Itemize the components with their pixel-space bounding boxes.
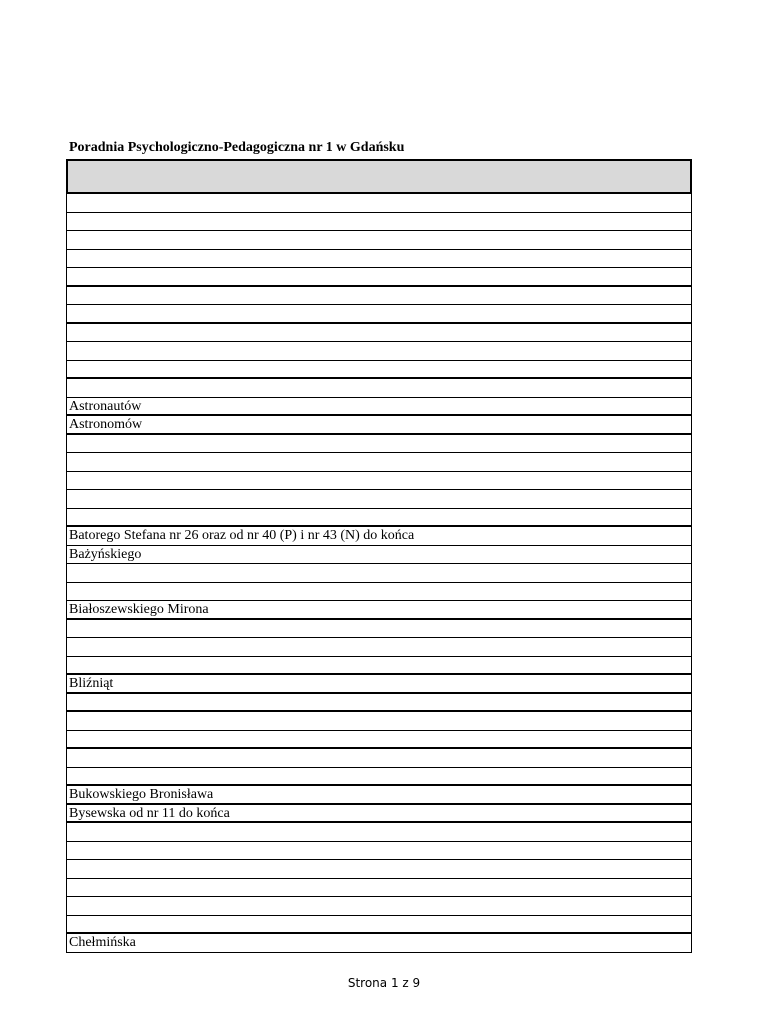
table-row [67, 250, 691, 269]
table-row [67, 324, 691, 343]
table-row [67, 657, 691, 676]
table-row [67, 435, 691, 454]
table-row [67, 287, 691, 306]
table-row: Astronautów [67, 398, 691, 417]
table-row [67, 564, 691, 583]
table-row [67, 823, 691, 842]
table-row [67, 694, 691, 713]
table-row: Astronomów [67, 416, 691, 435]
table-row [67, 842, 691, 861]
table-row [67, 731, 691, 750]
table-row [67, 361, 691, 380]
table-row [67, 768, 691, 787]
table-row [67, 749, 691, 768]
table-row [67, 583, 691, 602]
table-row: Bysewska od nr 11 do końca [67, 805, 691, 824]
table-row [67, 472, 691, 491]
table-row [67, 453, 691, 472]
table-row: Chełmińska [67, 934, 691, 953]
table-row [67, 879, 691, 898]
table-row: Białoszewskiego Mirona [67, 601, 691, 620]
table-row [67, 638, 691, 657]
table-row [67, 268, 691, 287]
table-row [67, 194, 691, 213]
table-row [67, 342, 691, 361]
table-row [67, 379, 691, 398]
table-row [67, 231, 691, 250]
table-row: Bukowskiego Bronisława [67, 786, 691, 805]
table-row [67, 916, 691, 935]
table-row: Batorego Stefana nr 26 oraz od nr 40 (P) i nr 43 (N) do końca [67, 527, 691, 546]
table-header-cell [66, 159, 692, 194]
table-row [67, 620, 691, 639]
table-row [67, 860, 691, 879]
table-body [67, 194, 691, 953]
page-number: Strona 1 z 9 [347, 976, 421, 990]
table-row: Bażyńskiego [67, 546, 691, 565]
table-row [67, 509, 691, 528]
table-row [67, 305, 691, 324]
table-row [67, 490, 691, 509]
document-title: Poradnia Psychologiczno-Pedagogiczna nr 1 w Gdańsku [69, 140, 405, 155]
address-table [66, 159, 692, 953]
table-row [67, 897, 691, 916]
table-row [67, 712, 691, 731]
table-row: Bliźniąt [67, 675, 691, 694]
table-row [67, 213, 691, 232]
